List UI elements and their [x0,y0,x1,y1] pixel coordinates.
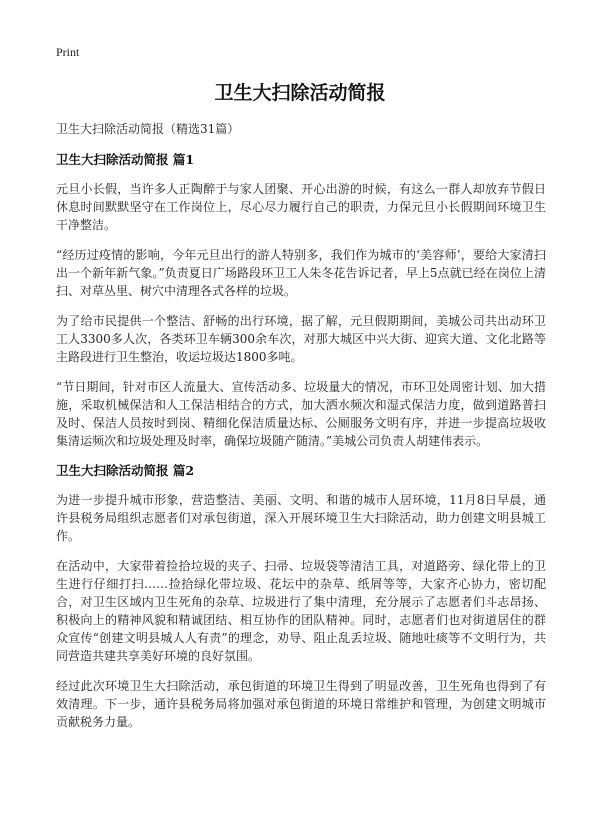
document-subtitle: 卫生大扫除活动简报（精选31篇） [56,122,240,136]
section-1 [56,151,546,450]
paragraph: 经过此次环境卫生大扫除活动，承包街道的环境卫生得到了明显改善，卫生死角也得到了有效清理。下一步，通许县税务局将加强对承包街道的环境日常维护和管理，为创建文明城市贡献税务力量。 [56,679,546,729]
print-link[interactable]: Print [56,45,80,59]
paragraph: 元旦小长假，当许多人正陶醉于与家人团聚、开心出游的时候，有这么一群人却放弃节假日休息时间默默坚守在工作岗位上，尽心尽力履行自己的职责，力保元旦小长假期间环境卫生干净整洁。 [56,182,546,232]
document-body [56,120,546,743]
paragraph: 为了给市民提供一个整洁、舒畅的出行环境，据了解，元旦假期期间，美城公司共出动环卫工人3300多人次，各类环卫车辆300余车次，对那大城区中兴大街、迎宾大道、文化北路等主路段进行卫生整治，收运垃圾达1800多吨。 [56,314,546,364]
paragraph: “节日期间，针对市区人流量大、宣传活动多、垃圾量大的情况，市环卫处周密计划、加大措施，采取机械保洁和人工保洁相结合的方式，加大洒水频次和湿式保洁力度，做到道路普扫及时、保洁人员按时到岗、精细化保洁质量达标、公厕服务文明有序，并进一步提高垃圾收集清运频次和垃圾处理及时率，确保垃圾随产随清。”美城公司负责人胡建伟表示。 [56,380,546,448]
section-heading: 卫生大扫除活动简报 篇2 [56,463,195,478]
paragraph: “经历过疫情的影响，今年元旦出行的游人特别多，我们作为城市的‘美容师’，要给大家清扫出一个新年新气象。”负责夏日广场路段环卫工人朱冬花告诉记者，早上5点就已经在岗位上清扫、对草丛里、树穴中清理各式各样的垃圾。 [56,248,546,298]
section-heading: 卫生大扫除活动简报 篇1 [56,152,195,167]
section-2 [56,462,546,731]
paragraph: 为进一步提升城市形象，营造整洁、美丽、文明、和谐的城市人居环境，11月8日早晨，通许县税务局组织志愿者们对承包街道，深入开展环境卫生大扫除活动，助力创建文明县城工作。 [56,493,546,543]
paragraph: 在活动中，大家带着捡拾垃圾的夹子、扫帚、垃圾袋等清洁工具，对道路旁、绿化带上的卫生进行仔细打扫……捡拾绿化带垃圾、花坛中的杂草、纸屑等等，大家齐心协力，密切配合，对卫生区域内卫生死角的杂草、垃圾进行了集中清理，充分展示了志愿者们斗志昂扬、积极向上的精神风貌和精诚团结、相互协作的团队精神。同时，志愿者们也对街道居住的群众宣传“创建文明县城人人有责”的理念，劝导、阻止乱丢垃圾、随地吐痰等不文明行为，共同营造共建共享美好环境的良好氛围。 [56,559,546,663]
document-title: 卫生大扫除活动简报 [214,82,386,104]
